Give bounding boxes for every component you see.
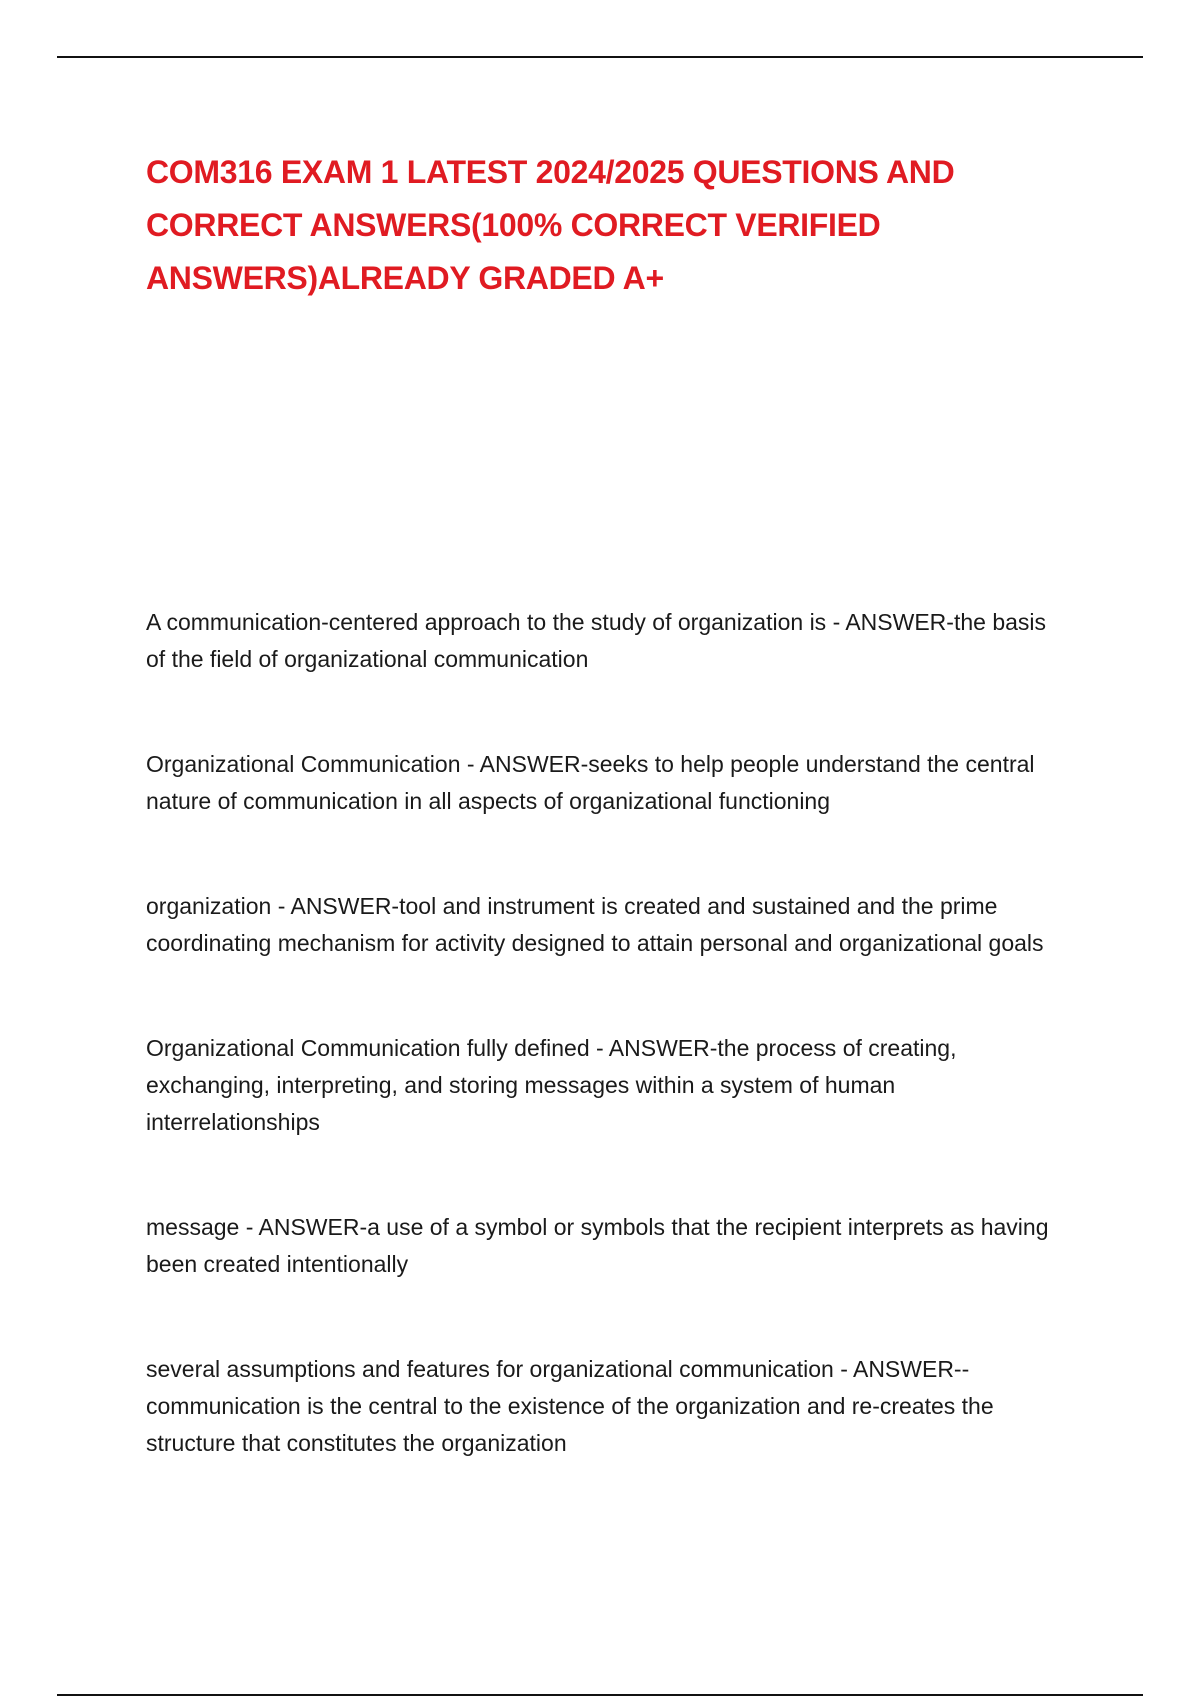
top-divider — [57, 56, 1143, 58]
qa-item: several assumptions and features for organizational communication - ANSWER--communication is the central to the existence of the organization and re-creates the structure that constitutes the organization — [146, 1356, 994, 1456]
document-title: COM316 EXAM 1 LATEST 2024/2025 QUESTIONS AND CORRECT ANSWERS(100% CORRECT VERIFIED ANSWERS)ALREADY GRADED A+ — [146, 154, 955, 296]
qa-item: Organizational Communication - ANSWER-seeks to help people understand the central nature of communication in all aspects of organizational functioning — [146, 751, 1035, 814]
qa-item: message - ANSWER-a use of a symbol or symbols that the recipient interprets as having been created intentionally — [146, 1214, 1049, 1277]
qa-item: Organizational Communication fully defined - ANSWER-the process of creating, exchanging, interpreting, and storing messages within a system of human interrelationships — [146, 1035, 957, 1135]
qa-item: A communication-centered approach to the study of organization is - ANSWER-the basis of the field of organizational communication — [146, 609, 1047, 672]
qa-list — [146, 604, 1066, 1462]
bottom-divider — [57, 1694, 1143, 1696]
qa-item: organization - ANSWER-tool and instrument is created and sustained and the prime coordinating mechanism for activity designed to attain personal and organizational goals — [146, 893, 1044, 956]
